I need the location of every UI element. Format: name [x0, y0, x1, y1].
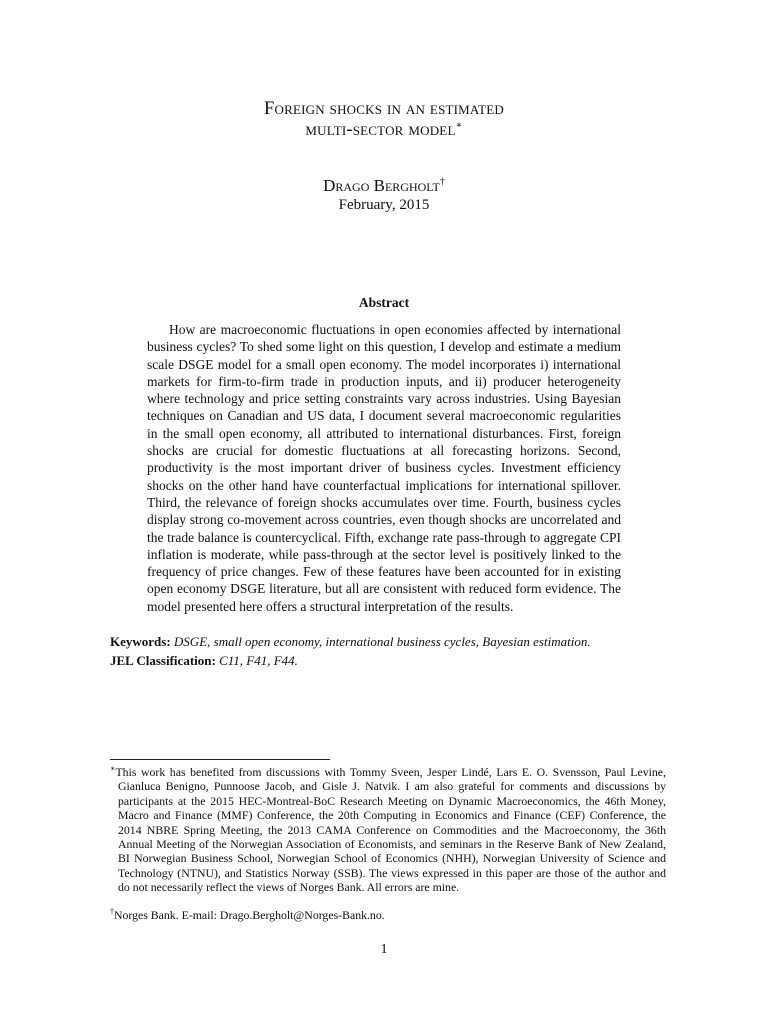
- paper-title: [0, 99, 768, 141]
- abstract-heading: Abstract: [358, 295, 410, 310]
- jel-value: C11, F41, F44.: [219, 653, 298, 668]
- footnote-1: [110, 765, 666, 895]
- title-line-1: Foreign shocks in an estimated: [264, 99, 504, 119]
- title-line-2-text: multi-sector model: [305, 120, 456, 140]
- footnote-2-text: Norges Bank. E-mail: Drago.Bergholt@Norges-Bank.no.: [114, 908, 385, 922]
- author-name-text: Drago Bergholt: [323, 176, 440, 195]
- footnote-2-mark: †: [110, 907, 114, 917]
- publication-date: February, 2015: [338, 197, 430, 213]
- author-footnote-mark: †: [439, 176, 445, 188]
- jel-label: JEL Classification:: [110, 653, 216, 668]
- abstract-text: How are macroeconomic fluctuations in open economies affected by international business cycles? To shed some light on this question, I develop and estimate a medium scale DSGE model for a small open economy. The model incorporates i) international markets for firm-to-firm trade in production inputs, and ii) producer heterogeneity where technology and price setting constraints vary across industries. Using Bayesian techniques on Canadian and US data, I document several macroeconomic regularities in the small open economy, all attributed to international disturbances. First, foreign shocks are crucial for domestic fluctuations at all forecasting horizons. Second, productivity is the most important driver of business cycles. Investment efficiency shocks on the other hand have counterfactual implications for international spillover. Third, the relevance of foreign shocks accumulates over time. Fourth, business cycles display strong co-movement across countries, even though shocks are uncorrelated and the trade balance is countercyclical. Fifth, exchange rate pass-through to aggregate CPI inflation is moderate, while pass-through at the sector level is positively linked to the frequency of price changes. Few of these features have been accounted for in existing open economy DSGE literature, but all are consistent with reduced form evidence. The model presented here offers a structural interpretation of the results.: [147, 322, 621, 614]
- title-footnote-mark: ∗: [455, 119, 463, 131]
- keywords-value: DSGE, small open economy, international business cycles, Bayesian estimation.: [173, 634, 591, 649]
- jel-line: [110, 652, 670, 669]
- footnote-1-mark: ∗: [110, 764, 116, 774]
- footnote-1-text: This work has benefited from discussions with Tommy Sveen, Jesper Lindé, Lars E. O. Svensson, Paul Levine, Gianluca Benigno, Punnoose Jacob, and Gisle J. Natvik. I am also grateful for comments and discussions by participants at the 2015 HEC-Montreal-BoC Research Meeting on Dynamic Macroeconomics, the 46th Money, Macro and Finance (MMF) Conference, the 20th Computing in Economics and Finance (CEF) Conference, the 2014 NBRE Spring Meeting, the 2013 CAMA Conference on Commodities and the Macroeconomy, the 36th Annual Meeting of the Norwegian Association of Economists, and seminars in the Reserve Bank of New Zealand, BI Norwegian Business School, Norwegian School of Economics (NHH), Norwegian University of Science and Technology (NTNU), and Statistics Norway (SSB). The views expressed in this paper are those of the author and do not necessarily reflect the views of Norges Bank. All errors are mine.: [115, 765, 666, 895]
- keywords-line: [110, 633, 670, 650]
- footnote-divider: [110, 759, 330, 760]
- title-line-2: [0, 120, 768, 141]
- page-number: 1: [380, 942, 388, 957]
- author-name: [0, 176, 768, 196]
- keywords-label: Keywords:: [110, 634, 171, 649]
- footnote-2: [110, 908, 666, 922]
